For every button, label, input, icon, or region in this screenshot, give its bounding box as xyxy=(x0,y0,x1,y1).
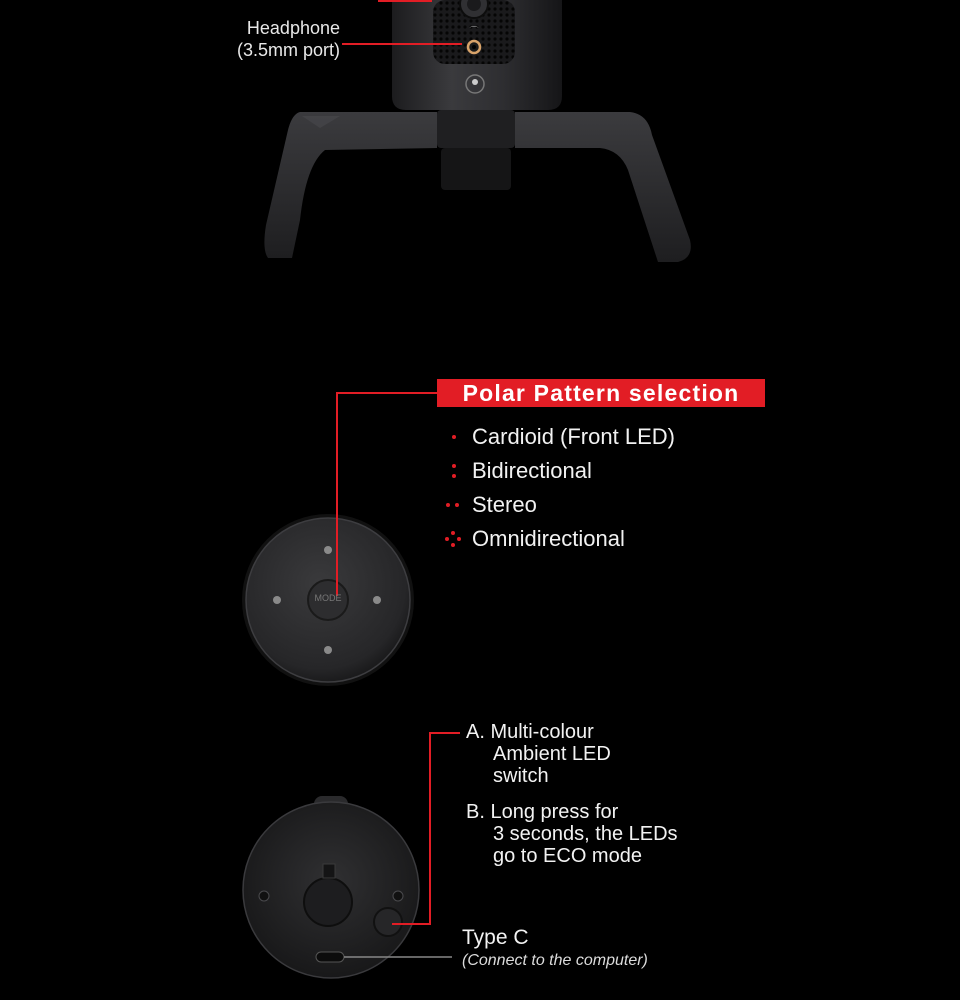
note-a-line2: Ambient LED xyxy=(493,743,611,765)
headphone-label-line2: (3.5mm port) xyxy=(236,40,340,60)
single-dot-icon xyxy=(440,426,472,448)
polar-item-omnidirectional xyxy=(440,522,800,556)
polar-item-label: Bidirectional xyxy=(472,458,592,483)
horizontal-dots-icon xyxy=(440,494,472,516)
polar-item-label: Stereo xyxy=(472,492,537,517)
led-switch-note-a xyxy=(466,721,611,787)
four-dots-icon xyxy=(440,528,472,550)
type-c-label: Type C xyxy=(462,926,529,949)
polar-item-cardioid xyxy=(440,420,800,454)
note-b-line1: B. Long press for xyxy=(466,801,619,823)
polar-item-bidirectional xyxy=(440,454,800,488)
note-a-line1: A. Multi-colour xyxy=(466,721,594,743)
svg-text:⌒: ⌒ xyxy=(469,27,479,37)
mode-button: MODE xyxy=(314,593,342,603)
polar-item-stereo xyxy=(440,488,800,522)
vertical-dots-icon xyxy=(440,460,472,482)
note-a-line3: switch xyxy=(493,765,549,787)
headphone-label-line1: Headphone xyxy=(246,18,340,38)
polar-pattern-title: Polar Pattern selection xyxy=(437,379,765,407)
back-panel-disc xyxy=(243,796,419,978)
note-b-line2: 3 seconds, the LEDs xyxy=(493,823,678,845)
polar-item-label: Cardioid (Front LED) xyxy=(472,424,675,449)
led-switch-note-b xyxy=(466,801,678,867)
type-c-subtitle: (Connect to the computer) xyxy=(462,952,648,969)
headphone-port-label xyxy=(200,17,340,61)
polar-pattern-list xyxy=(440,420,800,556)
polar-item-label: Omnidirectional xyxy=(472,526,625,551)
note-b-line3: go to ECO mode xyxy=(493,845,642,867)
microphone-body xyxy=(392,0,562,190)
